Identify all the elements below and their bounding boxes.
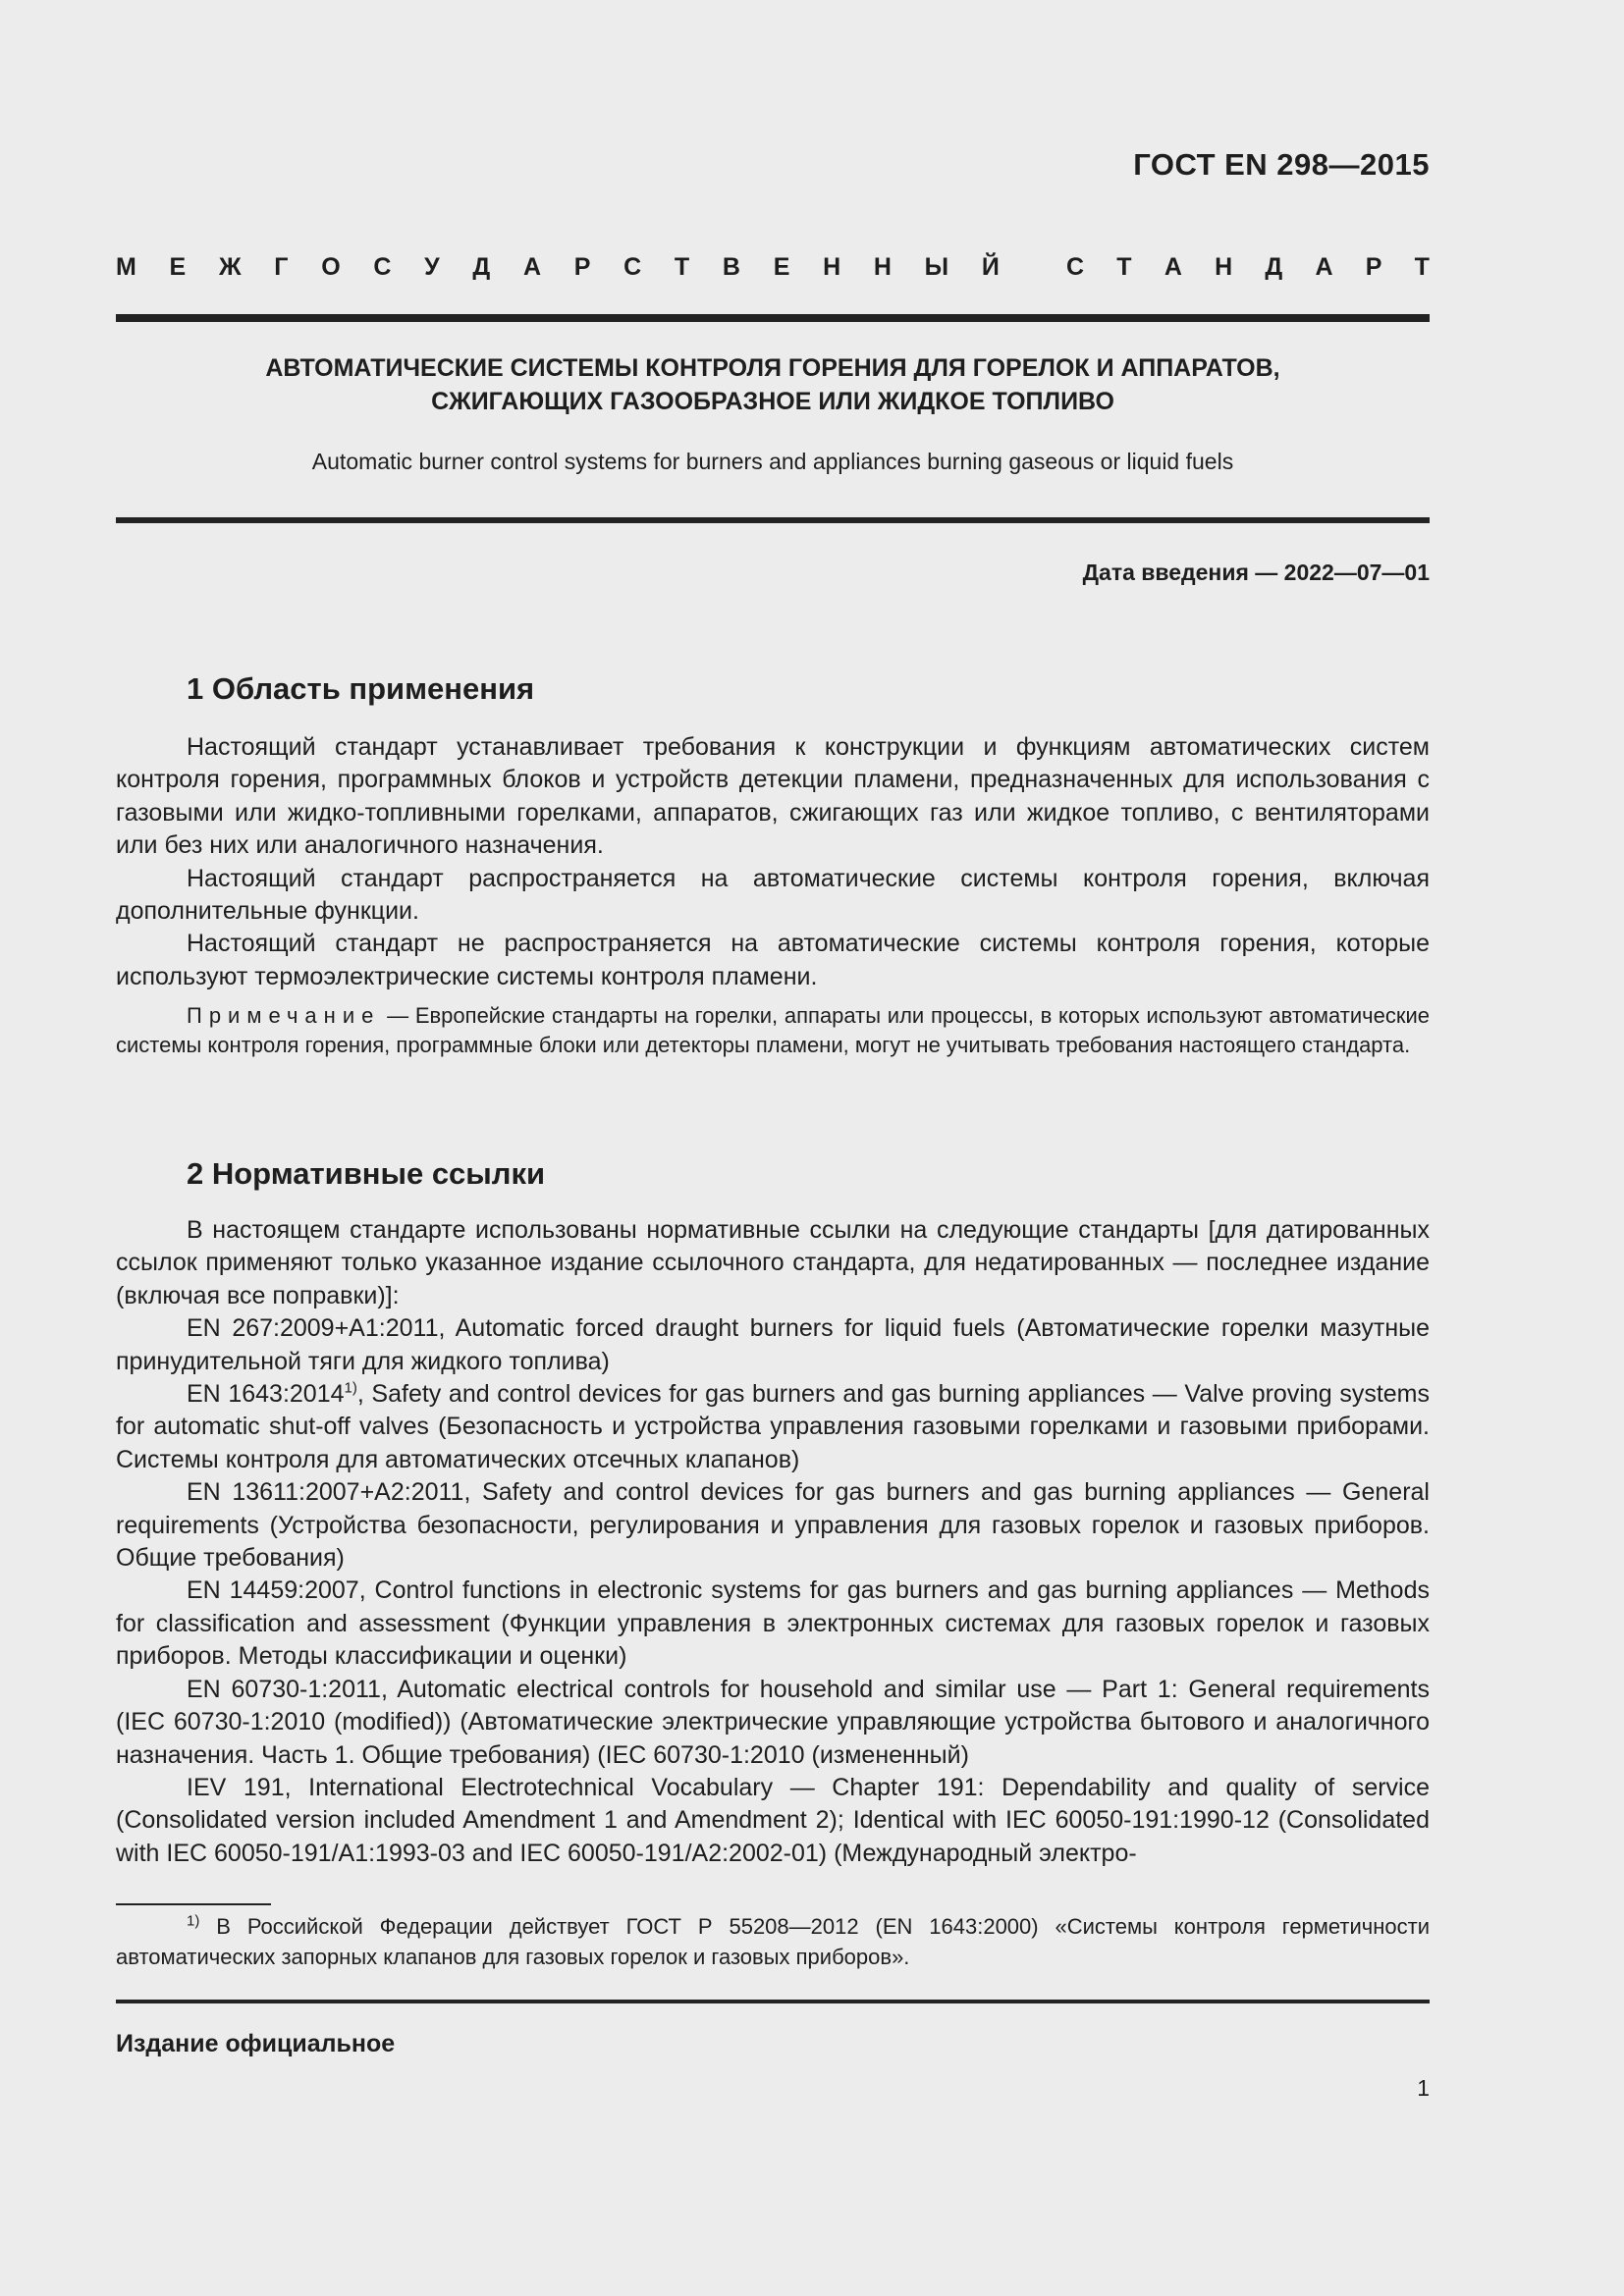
title-divider — [116, 517, 1430, 523]
interstate-standard-heading — [116, 253, 1430, 282]
official-edition-label: Издание официальное — [116, 2030, 396, 2057]
footnote-marker: 1) — [187, 1912, 200, 1930]
standard-word: С Т А Н Д А Р Т — [1066, 253, 1430, 281]
paragraph: В настоящем стандарте использованы нормативные ссылки на следующие стандарты [для датированных ссылок применяют только указанное издание ссылочного стандарта, для недатированных — последнее издание (включая все поправки)]: — [116, 1216, 1430, 1309]
section-1-heading: 1 Область применения — [187, 671, 535, 706]
interstate-word: М Е Ж Г О С У Д А Р С Т В Е Н Н Ы Й — [116, 253, 1000, 281]
standard-number: ГОСТ EN 298—2015 — [1133, 147, 1430, 182]
reference-item: EN 14459:2007, Control functions in electronic systems for gas burners and gas burning appliances — Methods for classification and assessment (Функции управления в электронных системах для газовых горелок и газовых приборов. Методы классификации и оценки) — [116, 1576, 1430, 1671]
footer-divider — [116, 2000, 1430, 2003]
paragraph: Настоящий стандарт не распространяется на автоматические системы контроля горения, которые используют термоэлектрические системы контроля пламени. — [116, 930, 1430, 990]
paragraph: Настоящий стандарт устанавливает требования к конструкции и функциям автоматических систем контроля горения, программных блоков и устройств детекции пламени, предназначенных для использования с газовыми или жидко-топливными горелками, аппаратов, сжигающих газ или жидкое топливо, с вентиляторами или без них или аналогичного назначения. — [116, 733, 1430, 860]
title-english: Automatic burner control systems for burners and appliances burning gaseous or liquid fuels — [311, 449, 1234, 474]
document-page — [116, 0, 1430, 2296]
section-2-heading: 2 Нормативные ссылки — [187, 1156, 546, 1191]
page-number: 1 — [1417, 2075, 1430, 2101]
note-label: Примечание — [187, 1003, 381, 1029]
section-1-body — [116, 731, 1430, 1060]
top-divider — [116, 314, 1430, 322]
reference-item: EN 267:2009+A1:2011, Automatic forced draught burners for liquid fuels (Автоматические горелки мазутные принудительной тяги для жидкого топлива) — [116, 1314, 1430, 1375]
section-2-body — [116, 1214, 1430, 1870]
reference-item: IEV 191, International Electrotechnical Vocabulary — Chapter 191: Dependability and quality of service (Consolidated version included Amendment 1 and Amendment 2); Identical with IEC 60050-191:1990-12 (Consolidated with IEC 60050-191/A1:1993-03 and IEC 60050-191/A2:2002-01) (Международный электро- — [116, 1773, 1430, 1867]
footnote-divider — [116, 1903, 271, 1905]
note — [116, 1001, 1430, 1060]
footnote: $^{1)}$ В Российской Федерации действует ГОСТ Р 55208—2012 (EN 1643:2000) «Системы контроля герметичности автоматических запорных клапанов для газовых горелок и газовых приборов». — [116, 1912, 1430, 1969]
reference-item: EN 60730-1:2011, Automatic electrical controls for household and similar use — Part 1: General requirements (IEC 60730-1:2010 (modified)) (Автоматические электрические управляющие устройства бытового и аналогичного назначения. Часть 1. Общие требования) (IEC 60730-1:2010 (измененный) — [116, 1675, 1430, 1769]
footnote-marker: 1) — [344, 1379, 357, 1397]
paragraph: Настоящий стандарт распространяется на автоматические системы контроля горения, включая дополнительные функции. — [116, 864, 1430, 926]
note-text: — Европейские стандарты на горелки, аппараты или процессы, в которых используют автоматические системы контроля горения, программные блоки или детекторы пламени, могут не учитывать требования настоящего стандарта. — [116, 1003, 1430, 1058]
title-russian: АВТОМАТИЧЕСКИЕ СИСТЕМЫ КОНТРОЛЯ ГОРЕНИЯ ДЛЯ ГОРЕЛОК И АППАРАТОВ, СЖИГАЮЩИХ ГАЗООБРАЗНОЕ ИЛИ ЖИДКОЕ ТОПЛИВО — [265, 354, 1280, 415]
introduction-date: Дата введения — 2022—07—01 — [1082, 560, 1430, 585]
reference-item: EN 1643:2014$^{1)}$, Safety and control devices for gas burners and gas burning appliances — Valve proving systems for automatic shut-off valves (Безопасность и устройства управления газовыми горелками и газовыми приборами. Системы контроля для автоматических отсечных клапанов) — [116, 1379, 1430, 1473]
reference-item: EN 13611:2007+A2:2011, Safety and control devices for gas burners and gas burning appliances — General requirements (Устройства безопасности, регулирования и управления для газовых горелок и газовых приборов. Общие требования) — [116, 1478, 1430, 1573]
